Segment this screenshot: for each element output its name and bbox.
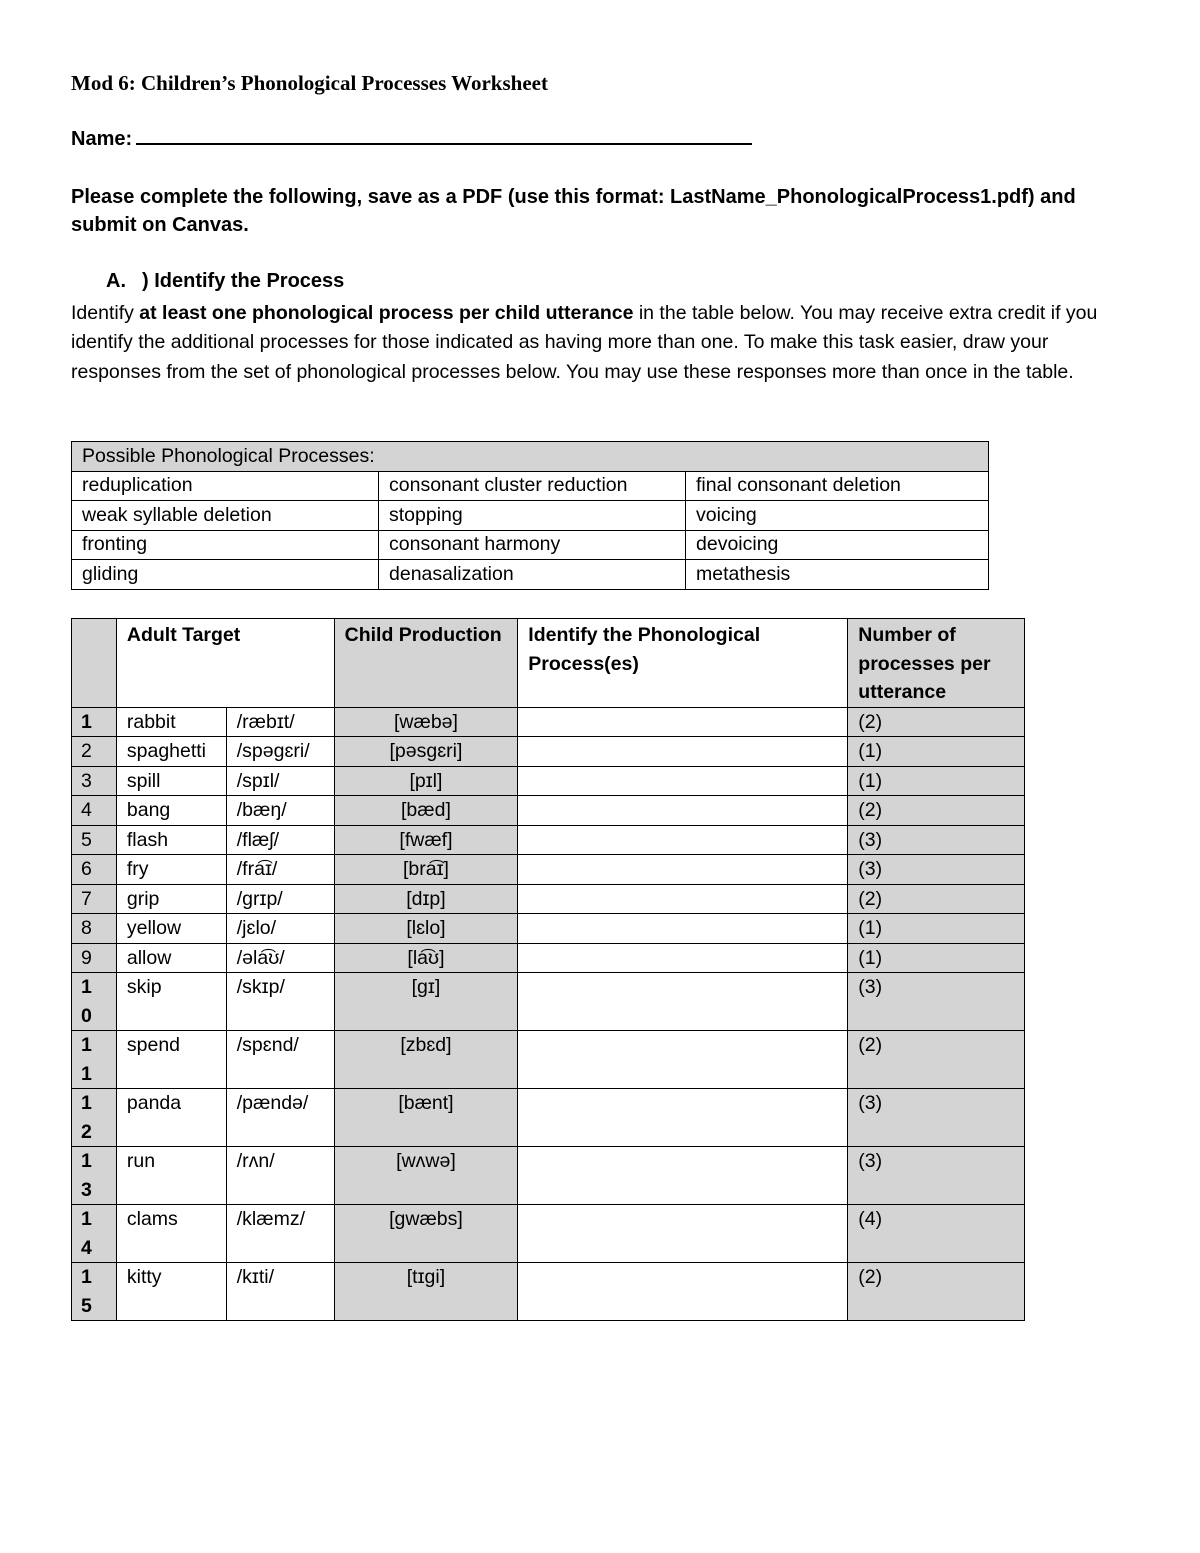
adult-word: kitty <box>116 1263 226 1321</box>
page-title: Mod 6: Children’s Phonological Processes Worksheet <box>71 71 548 95</box>
process-cell: voicing <box>686 501 989 531</box>
table-row <box>72 825 1025 855</box>
adult-ipa: /fra͡ɪ/ <box>226 855 334 885</box>
table-row <box>72 1205 1025 1263</box>
section-paragraph <box>71 299 1133 387</box>
table-row <box>72 1031 1025 1089</box>
process-cell: stopping <box>379 501 686 531</box>
process-answer-cell[interactable] <box>518 1147 848 1205</box>
process-answer-cell[interactable] <box>518 1089 848 1147</box>
header-number <box>72 619 117 708</box>
adult-ipa: /grɪp/ <box>226 884 334 914</box>
process-cell: reduplication <box>72 471 379 501</box>
child-production: [pɪl] <box>334 766 518 796</box>
process-cell: consonant cluster reduction <box>379 471 686 501</box>
adult-word: allow <box>116 943 226 973</box>
child-production: [gɪ] <box>334 973 518 1031</box>
process-count: (3) <box>848 1147 1025 1205</box>
process-answer-cell[interactable] <box>518 766 848 796</box>
process-cell: weak syllable deletion <box>72 501 379 531</box>
process-answer-cell[interactable] <box>518 973 848 1031</box>
row-number: 8 <box>72 914 117 944</box>
process-count: (3) <box>848 1089 1025 1147</box>
row-number: 5 <box>72 825 117 855</box>
name-blank[interactable] <box>136 127 752 145</box>
table-row <box>72 796 1025 826</box>
table-row <box>72 766 1025 796</box>
process-answer-cell[interactable] <box>518 1263 848 1321</box>
process-cell: fronting <box>72 530 379 560</box>
adult-ipa: /jɛlo/ <box>226 914 334 944</box>
adult-word: grip <box>116 884 226 914</box>
child-production: [bæd] <box>334 796 518 826</box>
adult-ipa: /spɛnd/ <box>226 1031 334 1089</box>
table-row <box>72 1263 1025 1321</box>
process-count: (4) <box>848 1205 1025 1263</box>
adult-word: clams <box>116 1205 226 1263</box>
adult-word: spaghetti <box>116 737 226 767</box>
process-count: (1) <box>848 914 1025 944</box>
row-number: 1 5 <box>72 1263 117 1321</box>
adult-word: yellow <box>116 914 226 944</box>
child-production: [dɪp] <box>334 884 518 914</box>
table-row <box>72 855 1025 885</box>
process-cell: metathesis <box>686 560 989 590</box>
table-row <box>72 973 1025 1031</box>
table-row <box>72 707 1025 737</box>
adult-ipa: /kɪti/ <box>226 1263 334 1321</box>
table-row <box>72 914 1025 944</box>
row-number: 1 1 <box>72 1031 117 1089</box>
table-row <box>72 1147 1025 1205</box>
process-answer-cell[interactable] <box>518 707 848 737</box>
process-answer-cell[interactable] <box>518 943 848 973</box>
row-number: 1 3 <box>72 1147 117 1205</box>
process-answer-cell[interactable] <box>518 825 848 855</box>
process-cell: final consonant deletion <box>686 471 989 501</box>
row-number: 1 4 <box>72 1205 117 1263</box>
table-header-row <box>72 619 1025 708</box>
process-count: (2) <box>848 1263 1025 1321</box>
section-heading <box>106 270 344 293</box>
process-answer-cell[interactable] <box>518 855 848 885</box>
row-number: 2 <box>72 737 117 767</box>
process-count: (3) <box>848 825 1025 855</box>
para-post: in the table below. You may receive extra credit if you identify the additional processes for those indicated as having more than one. To make this task easier, draw your responses from the set of phonological processes below. You may use these responses more than once in the table. <box>71 302 1098 383</box>
adult-word: skip <box>116 973 226 1031</box>
process-count: (1) <box>848 766 1025 796</box>
child-production: [wʌwə] <box>334 1147 518 1205</box>
adult-word: fry <box>116 855 226 885</box>
process-cell: denasalization <box>379 560 686 590</box>
table-row <box>72 560 989 590</box>
child-production: [wæbə] <box>334 707 518 737</box>
adult-word: rabbit <box>116 707 226 737</box>
adult-ipa: /flæʃ/ <box>226 825 334 855</box>
child-production: [bra͡ɪ] <box>334 855 518 885</box>
process-cell: gliding <box>72 560 379 590</box>
table-row <box>72 1089 1025 1147</box>
row-number: 7 <box>72 884 117 914</box>
process-answer-cell[interactable] <box>518 914 848 944</box>
child-production: [la͡ʊ] <box>334 943 518 973</box>
table-row <box>72 943 1025 973</box>
adult-ipa: /pændə/ <box>226 1089 334 1147</box>
para-bold: at least one phonological process per child utterance <box>139 302 634 324</box>
process-count: (2) <box>848 1031 1025 1089</box>
header-count: Number of processes per utterance <box>848 619 1025 708</box>
adult-ipa: /ræbɪt/ <box>226 707 334 737</box>
section-title: ) Identify the Process <box>142 270 345 292</box>
row-number: 1 0 <box>72 973 117 1031</box>
utterance-table <box>71 618 1025 1321</box>
child-production: [lɛlo] <box>334 914 518 944</box>
adult-word: bang <box>116 796 226 826</box>
adult-ipa: /əla͡ʊ/ <box>226 943 334 973</box>
row-number: 6 <box>72 855 117 885</box>
adult-word: panda <box>116 1089 226 1147</box>
table-row <box>72 501 989 531</box>
adult-ipa: /skɪp/ <box>226 973 334 1031</box>
process-cell: devoicing <box>686 530 989 560</box>
row-number: 9 <box>72 943 117 973</box>
process-answer-cell[interactable] <box>518 1031 848 1089</box>
row-number: 3 <box>72 766 117 796</box>
row-number: 1 2 <box>72 1089 117 1147</box>
process-count: (3) <box>848 973 1025 1031</box>
row-number: 4 <box>72 796 117 826</box>
process-answer-cell[interactable] <box>518 737 848 767</box>
adult-ipa: /bæŋ/ <box>226 796 334 826</box>
child-production: [fwæf] <box>334 825 518 855</box>
header-child-production: Child Production <box>334 619 518 708</box>
child-production: [gwæbs] <box>334 1205 518 1263</box>
para-pre: Identify <box>71 302 140 324</box>
process-count: (1) <box>848 943 1025 973</box>
adult-word: spend <box>116 1031 226 1089</box>
adult-ipa: /spəgɛri/ <box>226 737 334 767</box>
header-adult-target: Adult Target <box>116 619 334 708</box>
table-row <box>72 471 989 501</box>
child-production: [pəsgɛri] <box>334 737 518 767</box>
adult-word: spill <box>116 766 226 796</box>
child-production: [tɪgi] <box>334 1263 518 1321</box>
table-row <box>72 530 989 560</box>
adult-word: flash <box>116 825 226 855</box>
processes-header: Possible Phonological Processes: <box>72 442 989 472</box>
row-number: 1 <box>72 707 117 737</box>
name-field <box>71 127 752 151</box>
table-row <box>72 737 1025 767</box>
process-count: (2) <box>848 884 1025 914</box>
process-answer-cell[interactable] <box>518 796 848 826</box>
child-production: [bænt] <box>334 1089 518 1147</box>
header-identify: Identify the Phonological Process(es) <box>518 619 848 708</box>
process-count: (1) <box>848 737 1025 767</box>
instructions: Please complete the following, save as a PDF (use this format: LastName_PhonologicalProcess1.pdf) and submit on Canvas. <box>71 186 1076 236</box>
process-answer-cell[interactable] <box>518 1205 848 1263</box>
process-cell: consonant harmony <box>379 530 686 560</box>
child-production: [zbɛd] <box>334 1031 518 1089</box>
process-count: (3) <box>848 855 1025 885</box>
table-row <box>72 884 1025 914</box>
process-count: (2) <box>848 796 1025 826</box>
adult-word: run <box>116 1147 226 1205</box>
process-count: (2) <box>848 707 1025 737</box>
name-label: Name: <box>71 128 133 150</box>
adult-ipa: /rʌn/ <box>226 1147 334 1205</box>
processes-table <box>71 441 989 590</box>
section-letter: A. <box>106 270 126 292</box>
process-answer-cell[interactable] <box>518 884 848 914</box>
adult-ipa: /spɪl/ <box>226 766 334 796</box>
adult-ipa: /klæmz/ <box>226 1205 334 1263</box>
